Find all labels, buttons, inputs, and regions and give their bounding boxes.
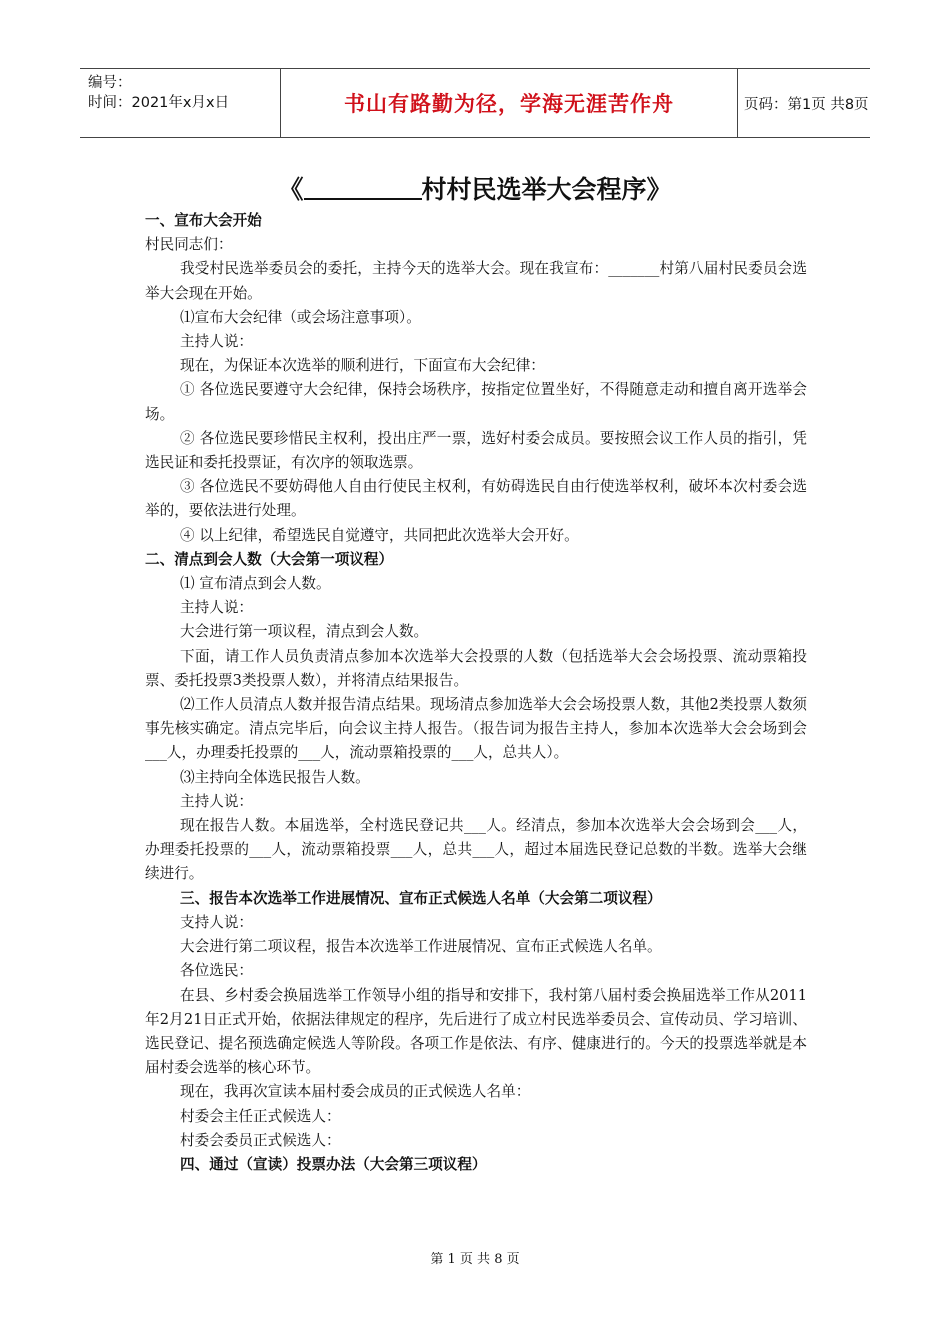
header-page-info: 页码：第1页 共8页 [744,96,869,113]
body-paragraph: 村民同志们： [145,236,233,254]
body-paragraph: ③ 各位选民不要妨碍他人自由行使民主权利，有妨碍选民自由行使选举权利，破坏本次村委会选举的，要依法进行处理。 [145,478,807,520]
document-time: 时间：2021年x月x日 [88,95,230,111]
title-blank-line [304,176,422,200]
body-paragraph: 在县、乡村委会换届选举工作领导小组的指导和安排下，我村第八届村委会换届选举工作从2011年2月21日正式开始，依据法律规定的程序，先后进行了成立村民选举委员会、宣传动员、学习培训、选民登记、提名预选确定候选人等阶段。各项工作是依法、有序、健康进行的。今天的投票选举就是本届村委会选举的核心环节。 [145,986,807,1077]
body-paragraph: 下面，请工作人员负责清点参加本次选举大会投票的人数（包括选举大会会场投票、流动票箱投票、委托投票3类投票人数），并将清点结果报告。 [145,647,807,689]
title-text: 村村民选举大会程序》 [421,175,672,204]
page-footer: 第 1 页 共 8 页 [430,1252,520,1267]
body-paragraph: 主持人说： [180,599,254,617]
title-open-bracket: 《 [278,175,304,204]
body-paragraph: ⑴ 宣布清点到会人数。 [180,575,331,593]
document-number: 编号： [88,75,132,91]
body-paragraph: 各位选民： [180,962,254,980]
section-heading: 三、报告本次选举工作进展情况、宣布正式候选人名单（大会第二项议程） [180,889,662,907]
body-paragraph: 主持人说： [180,792,254,810]
body-paragraph: ① 各位选民要遵守大会纪律，保持会场秩序，按指定位置坐好，不得随意走动和擅自离开选举会场。 [145,381,807,423]
body-paragraph: 现在报告人数。本届选举，全村选民登记共___人。经清点，参加本次选举大会会场到会___人，办理委托投票的___人，流动票箱投票___人，总共___人，超过本届选民登记总数的半数。选举大会继续进行。 [145,817,807,883]
body-paragraph: 村委会委员正式候选人： [180,1131,341,1149]
body-paragraph: 大会进行第二项议程，报告本次选举工作进展情况、宣布正式候选人名单。 [180,938,662,956]
body-paragraph: ⑴宣布大会纪律（或会场注意事项）。 [180,308,421,326]
header-meta [88,73,276,113]
section-heading: 一、宣布大会开始 [145,212,262,229]
body-paragraph: ② 各位选民要珍惜民主权利，投出庄严一票，选好村委会成员。要按照会议工作人员的指引，凭选民证和委托投票证，有次序的领取选票。 [145,429,807,472]
body-paragraph: 支持人说： [180,913,254,931]
section-heading: 二、清点到会人数（大会第一项议程） [145,550,394,568]
body-paragraph: 现在，我再次宣读本届村委会成员的正式候选人名单： [180,1083,531,1101]
body-paragraph: ⑵工作人员清点人数并报告清点结果。现场清点参加选举大会会场投票人数，其他2类投票人数须事先核实确定。清点完毕后，向会议主持人报告。（报告词为报告主持人，参加本次选举大会会场到会___人，办理委托投票的___人，流动票箱投票的___人，总共人）。 [145,696,807,762]
header-motto: 书山有路勤为径，学海无涯苦作舟 [280,69,738,137]
body-paragraph: 大会进行第一项议程，清点到会人数。 [180,623,429,641]
section-heading: 四、通过（宣读）投票办法（大会第三项议程） [180,1155,487,1173]
document-title [0,170,950,206]
document-header [80,68,870,138]
body-paragraph: ④ 以上纪律，希望选民自觉遵守，共同把此次选举大会开好。 [180,526,579,544]
document-body [145,209,807,1177]
body-paragraph: 现在，为保证本次选举的顺利进行，下面宣布大会纪律： [180,357,545,375]
body-paragraph: 村委会主任正式候选人： [180,1107,341,1125]
body-paragraph: ⑶主持向全体选民报告人数。 [180,768,370,786]
body-paragraph: 我受村民选举委员会的委托，主持今天的选举大会。现在我宣布：_______村第八届村民委员会选举大会现在开始。 [145,260,807,302]
body-paragraph: 主持人说： [180,333,254,351]
